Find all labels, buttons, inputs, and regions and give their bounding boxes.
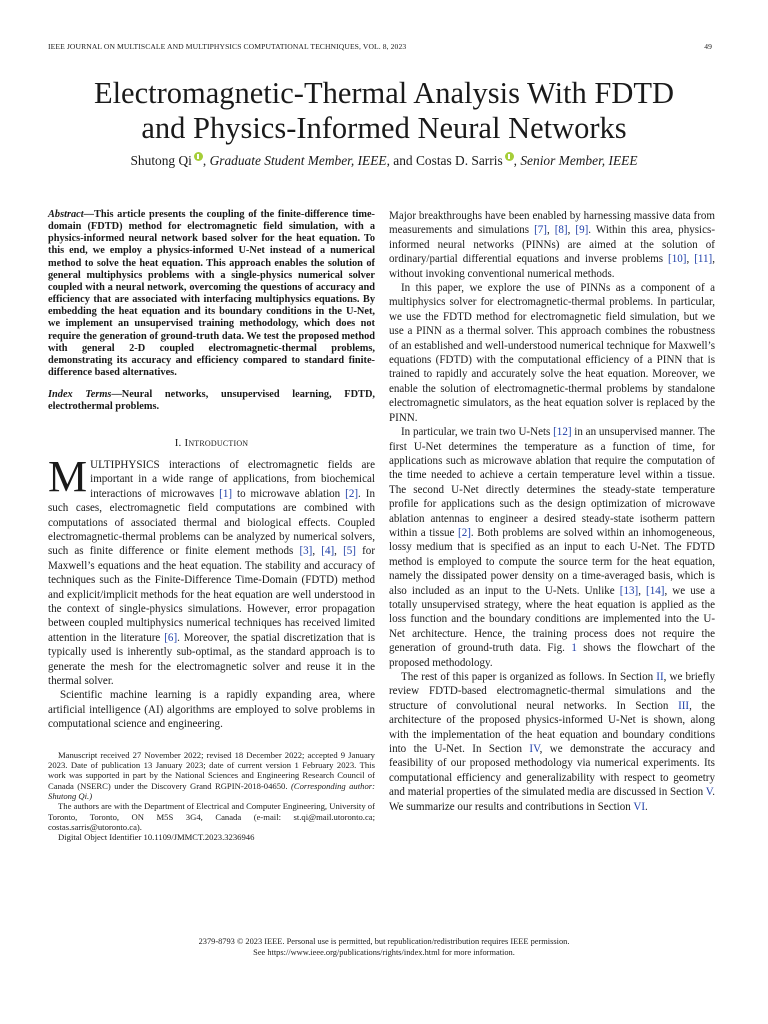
copyright-notice bbox=[40, 937, 728, 958]
author-role: Graduate Student Member, IEEE bbox=[209, 153, 387, 168]
text-run: Manuscript received 27 November 2022; revised 18 December 2022; accepted 9 January 2023. Date of publication 13 January 2023; date of current version 1 February 2023. This work was supported in part by the National Sciences and Engineering Research Council of Canada (NSERC) under the Discovery Grand RGPIN-2018-04650. bbox=[48, 749, 375, 791]
footnote bbox=[48, 750, 375, 843]
author-separator: , and bbox=[386, 153, 416, 168]
citation-link[interactable]: [6] bbox=[164, 631, 178, 644]
drop-cap: M bbox=[48, 451, 88, 501]
text-run: , we briefly review FDTD-based electromagnetic-thermal simulations and the structure of convolutional neural networks. In Section bbox=[389, 671, 715, 712]
text-run: ULTIPHYSICS interactions of electromagnetic fields are important in a wide range of applications, from biochemical interactions of microwaves bbox=[90, 458, 375, 500]
orcid-icon[interactable] bbox=[505, 152, 514, 161]
text-run: In particular, we train two U-Nets bbox=[401, 426, 554, 439]
section-link[interactable]: VI bbox=[633, 800, 646, 813]
text-run: , bbox=[334, 545, 344, 558]
text-run: to microwave ablation bbox=[232, 487, 346, 500]
body-paragraph bbox=[389, 425, 715, 670]
index-terms-lead: Index Terms bbox=[48, 389, 112, 401]
text-run: . bbox=[645, 800, 648, 813]
footnote-manuscript bbox=[48, 750, 375, 802]
citation-link[interactable]: [1] bbox=[219, 487, 233, 500]
corresponding-author: (Corresponding author: Shutong Qi.) bbox=[48, 780, 375, 801]
text-run: The rest of this paper is organized as follows. In Section bbox=[401, 671, 657, 683]
paper-title bbox=[40, 76, 728, 146]
text-run: , bbox=[686, 253, 695, 266]
section-link[interactable]: IV bbox=[529, 743, 540, 756]
journal-name: IEEE JOURNAL ON MULTISCALE AND MULTIPHYSICS COMPUTATIONAL TECHNIQUES, VOL. 8, 2023 bbox=[48, 42, 407, 51]
text-run: . Within this area, physics-informed neural networks (PINNs) are aimed at the solution of ordinary/partial differential equations and inverse problems bbox=[389, 224, 715, 266]
abstract-lead: Abstract bbox=[48, 209, 84, 220]
text-run: , we demonstrate the accuracy and feasibility of our proposed methodology via numerical experiments. Its computational efficiency and generalizability with respect to geometry and material properties of the simulated media are discussed in Section bbox=[389, 743, 715, 799]
citation-link[interactable]: [14] bbox=[646, 584, 665, 597]
text-run: . Both problems are solved within an inhomogeneous, lossy medium that is specified as an input to each U-Net. The FDTD method is employed to compute the source term for the heat equation, namely the dissipated power density on a time-averaged basis, which is also included as an input to the U-Nets. Unlike bbox=[389, 526, 715, 597]
section-link[interactable]: V bbox=[705, 786, 713, 799]
citation-link[interactable]: [5] bbox=[343, 545, 356, 558]
text-run: in an unsupervised manner. The first U-Net determines the temperature as a function of time, for applications such as microwave ablation that require the computation of the time needed to achieve a certain temperature level within a tissue. The second U-Net directly determines the steady-state temperature profile for applications such as the design optimization of microwave ablation antennas to engineer a desired steady-state isotherm pattern within a tissue bbox=[389, 426, 715, 539]
body-paragraph bbox=[389, 670, 715, 814]
figure-link[interactable]: 1 bbox=[571, 642, 577, 655]
citation-link[interactable]: [2] bbox=[345, 487, 359, 500]
index-terms bbox=[48, 389, 375, 413]
right-column bbox=[389, 209, 715, 814]
footnote-affiliation: The authors are with the Department of Electrical and Computer Engineering, University of Toronto, Toronto, ON M5S 3G4, Canada (e-mail: st.qi@mail.utoronto.ca; costas.sarris@utoronto.ca). bbox=[48, 801, 375, 833]
copyright-line: 2379-8793 © 2023 IEEE. Personal use is permitted, but republication/redistribution requires IEEE permission. bbox=[198, 937, 570, 946]
title-line-2: and Physics-Informed Neural Networks bbox=[141, 111, 627, 145]
text-run: . We summarize our results and contributions in Section bbox=[389, 786, 716, 813]
citation-link[interactable]: [2] bbox=[458, 526, 471, 539]
text-run: , without invoking conventional numerical methods. bbox=[389, 253, 715, 280]
intro-paragraph: Scientific machine learning is a rapidly expanding area, where artificial intelligence (AI) algorithms are employed to solve problems in computational science and engineering. bbox=[48, 689, 375, 731]
section-link[interactable]: II bbox=[656, 671, 664, 683]
text-run: , bbox=[546, 224, 555, 237]
citation-link[interactable]: [11] bbox=[694, 253, 713, 266]
orcid-icon[interactable] bbox=[194, 152, 203, 161]
text-run: . In such cases, electromagnetic field computations are combined with computations of associated thermal and biological effects. Coupled electromagnetic-thermal problems can be analyzed by numerical solvers, such as finite difference or finite element methods bbox=[48, 487, 375, 558]
rights-link[interactable]: See https://www.ieee.org/publications/rights/index.html for more information. bbox=[253, 947, 515, 957]
citation-link[interactable]: [9] bbox=[575, 224, 589, 237]
author-name: Costas D. Sarris bbox=[415, 153, 503, 168]
abstract bbox=[48, 209, 375, 379]
index-terms-text: —Neural networks, unsupervised learning, FDTD, electrothermal problems. bbox=[48, 389, 376, 413]
citation-link[interactable]: [10] bbox=[668, 253, 687, 266]
left-column bbox=[48, 209, 375, 843]
citation-link[interactable]: [12] bbox=[553, 426, 572, 439]
citation-link[interactable]: [3] bbox=[299, 545, 313, 558]
text-run: , bbox=[312, 545, 322, 558]
text-run: , bbox=[638, 584, 647, 597]
text-run: , we use a totally unsupervised strategy, where the heat equation is applied as the loss function and the boundary conditions are implemented into the U-Net architecture. Hence, the training process does not require the generation of ground-truth data. Fig. bbox=[389, 584, 715, 655]
page-number: 49 bbox=[704, 42, 712, 51]
title-line-1: Electromagnetic-Thermal Analysis With FDTD bbox=[93, 76, 675, 110]
text-run: Major breakthroughs have been enabled by harnessing massive data from measurements and simulations bbox=[389, 210, 715, 237]
section-link[interactable]: III bbox=[678, 699, 690, 712]
citation-link[interactable]: [8] bbox=[554, 224, 568, 237]
section-title: Introduction bbox=[184, 436, 249, 449]
section-number: I. bbox=[174, 436, 185, 449]
running-header bbox=[48, 42, 712, 54]
text-run: , the architecture of the proposed physics-informed U-Net is shown, along with the implementation of the heat equation and boundary conditions into the U-Net. In Section bbox=[389, 699, 715, 756]
body-paragraph: In this paper, we explore the use of PINNs as a component of a multiphysics solver for electromagnetic-thermal problems. In particular, we use the FDTD method for electromagnetic field simulation, but we use a PINN as a thermal solver. This approach combines the robustness of an established and well-understood numerical technique for Maxwell’s equations (FDTD) with the computational efficiency of a PINN that is trained to rapidly and accurately solve the heat equation. Moreover, we enable the solution of electromagnetic-thermal problems by standalone electromagnetic simulators, as the heat equation solver is replaced by the PINN. bbox=[389, 282, 715, 424]
footnote-doi: Digital Object Identifier 10.1109/JMMCT.2023.3236946 bbox=[58, 832, 255, 843]
citation-link[interactable]: [4] bbox=[321, 545, 335, 558]
intro-paragraph bbox=[48, 451, 376, 689]
text-run: . Moreover, the spatial discretization that is typically used is inherently sub-optimal, as the standard approach is to generate the mesh for the electromagnetic solver and reuse it in the thermal solver. bbox=[48, 631, 376, 687]
abstract-text: —This article presents the coupling of the finite-difference time-domain (FDTD) method for electromagnetic field simulation, with a physics-informed neural network based solver for the heat equation. To this end, we employ a physics-informed U-Net instead of a numerical method to solve the heat equation. This approach enables the solution of general multiphysics problems with a single-physics numerical solver coupled with a neural network, overcoming the questions of accuracy and efficiency that are associated with interfacing multiphysics equations. By embedding the heat equation and its boundary conditions in the U-Net, we implement an unsupervised training methodology, which does not require the generation of ground-truth data. We test the proposed method with general 2-D coupled electromagnetic-thermal problems, demonstrating its accuracy and efficiency compared to standard finite-difference based alternatives. bbox=[48, 209, 375, 379]
author-name: Shutong Qi bbox=[130, 153, 192, 168]
author-role: Senior Member, IEEE bbox=[520, 153, 638, 168]
citation-link[interactable]: [7] bbox=[534, 224, 547, 237]
text-run: , bbox=[567, 224, 576, 237]
citation-link[interactable]: [13] bbox=[619, 584, 639, 597]
text-run: shows the flowchart of the proposed methodology. bbox=[389, 642, 715, 669]
body-paragraph bbox=[389, 209, 715, 281]
section-heading bbox=[48, 436, 375, 450]
author-list: Shutong Qi , Graduate Student Member, IEEE, and Costas D. Sarris , Senior Member, IEEE bbox=[130, 153, 638, 168]
text-run: for Maxwell’s equations and the heat equation. The stability and accuracy of techniques such as the Finite-Difference Time-Domain (FDTD) method and explicit/implicit methods for the heat equation are well understood in the context of single-physics simulations. However, error propagation between coupled multiphysics numerical techniques has received limited attention in the literature bbox=[48, 545, 375, 644]
